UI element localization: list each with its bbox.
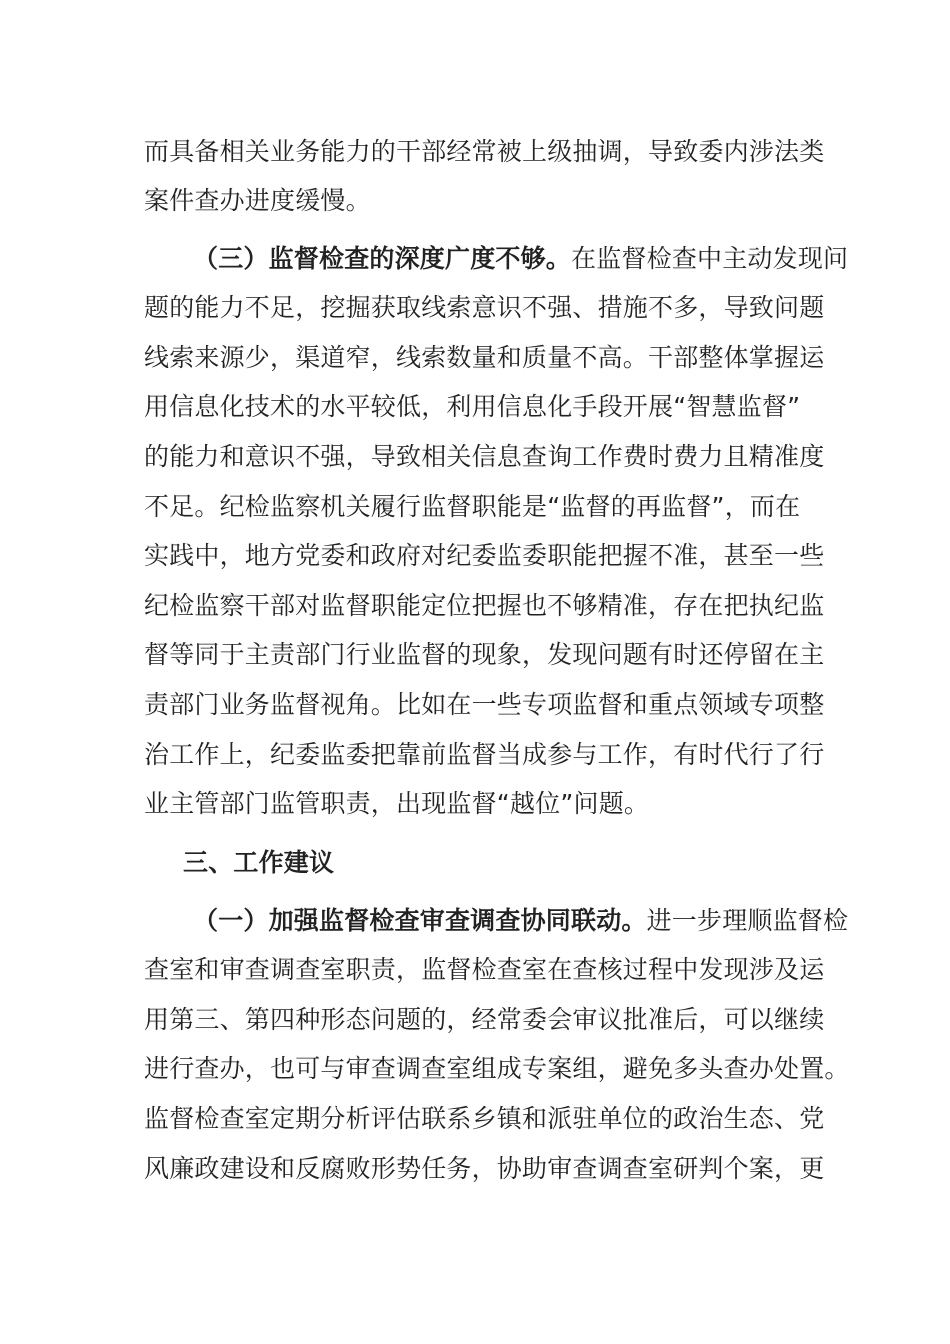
paragraph-first-line <box>193 244 848 274</box>
body-text-line: 的能力和意识不强，导致相关信息查询工作费时费力且精准度 <box>144 442 825 471</box>
body-text-line: 用信息化技术的水平较低，利用信息化手段开展“智慧监督” <box>144 392 801 421</box>
body-text-line: 治工作上，纪委监委把靠前监督当成参与工作，有时代行了行 <box>144 740 825 769</box>
body-text-line: 案件查办进度缓慢。 <box>144 186 371 215</box>
body-text-line: 用第三、第四种形态问题的，经常委会审议批准后，可以继续 <box>144 1005 825 1034</box>
body-text-line: 责部门业务监督视角。比如在一些专项监督和重点领域专项整 <box>144 690 825 719</box>
body-text-line: 而具备相关业务能力的干部经常被上级抽调，导致委内涉法类 <box>144 137 825 166</box>
body-text-line: 线索来源少，渠道窄，线索数量和质量不高。干部整体掌握运 <box>144 343 825 372</box>
body-text-line: 纪检监察干部对监督职能定位把握也不够精准，存在把执纪监 <box>144 591 825 620</box>
body-text-line: 业主管部门监管职责，出现监督“越位”问题。 <box>144 789 650 818</box>
paragraph-text: 进一步理顺监督检 <box>646 906 849 935</box>
body-text-line: 监督检查室定期分析评估联系乡镇和派驻单位的政治生态、党 <box>144 1104 825 1133</box>
paragraph-lead-bold: （三）监督检查的深度广度不够。 <box>193 244 572 273</box>
body-text-line: 实践中，地方党委和政府对纪委监委职能把握不准，甚至一些 <box>144 541 825 570</box>
body-text-line: 风廉政建设和反腐败形势任务，协助审查调查室研判个案，更 <box>144 1154 825 1183</box>
body-text-line: 进行查办，也可与审查调查室组成专案组，避免多头查办处置。 <box>144 1054 850 1083</box>
body-text-line: 督等同于主责部门行业监督的现象，发现问题有时还停留在主 <box>144 640 825 669</box>
body-text-line: 题的能力不足，挖掘获取线索意识不强、措施不多，导致问题 <box>144 293 825 322</box>
body-text-line: 查室和审查调查室职责，监督检查室在查核过程中发现涉及运 <box>144 955 825 984</box>
paragraph-text: 在监督检查中主动发现问 <box>571 244 849 273</box>
paragraph-lead-bold: （一）加强监督检查审查调查协同联动。 <box>193 906 647 935</box>
body-text-line: 不足。纪检监察机关履行监督职能是“监督的再监督”，而在 <box>144 492 801 521</box>
section-heading: 三、工作建议 <box>183 848 335 877</box>
paragraph-first-line <box>193 906 848 936</box>
